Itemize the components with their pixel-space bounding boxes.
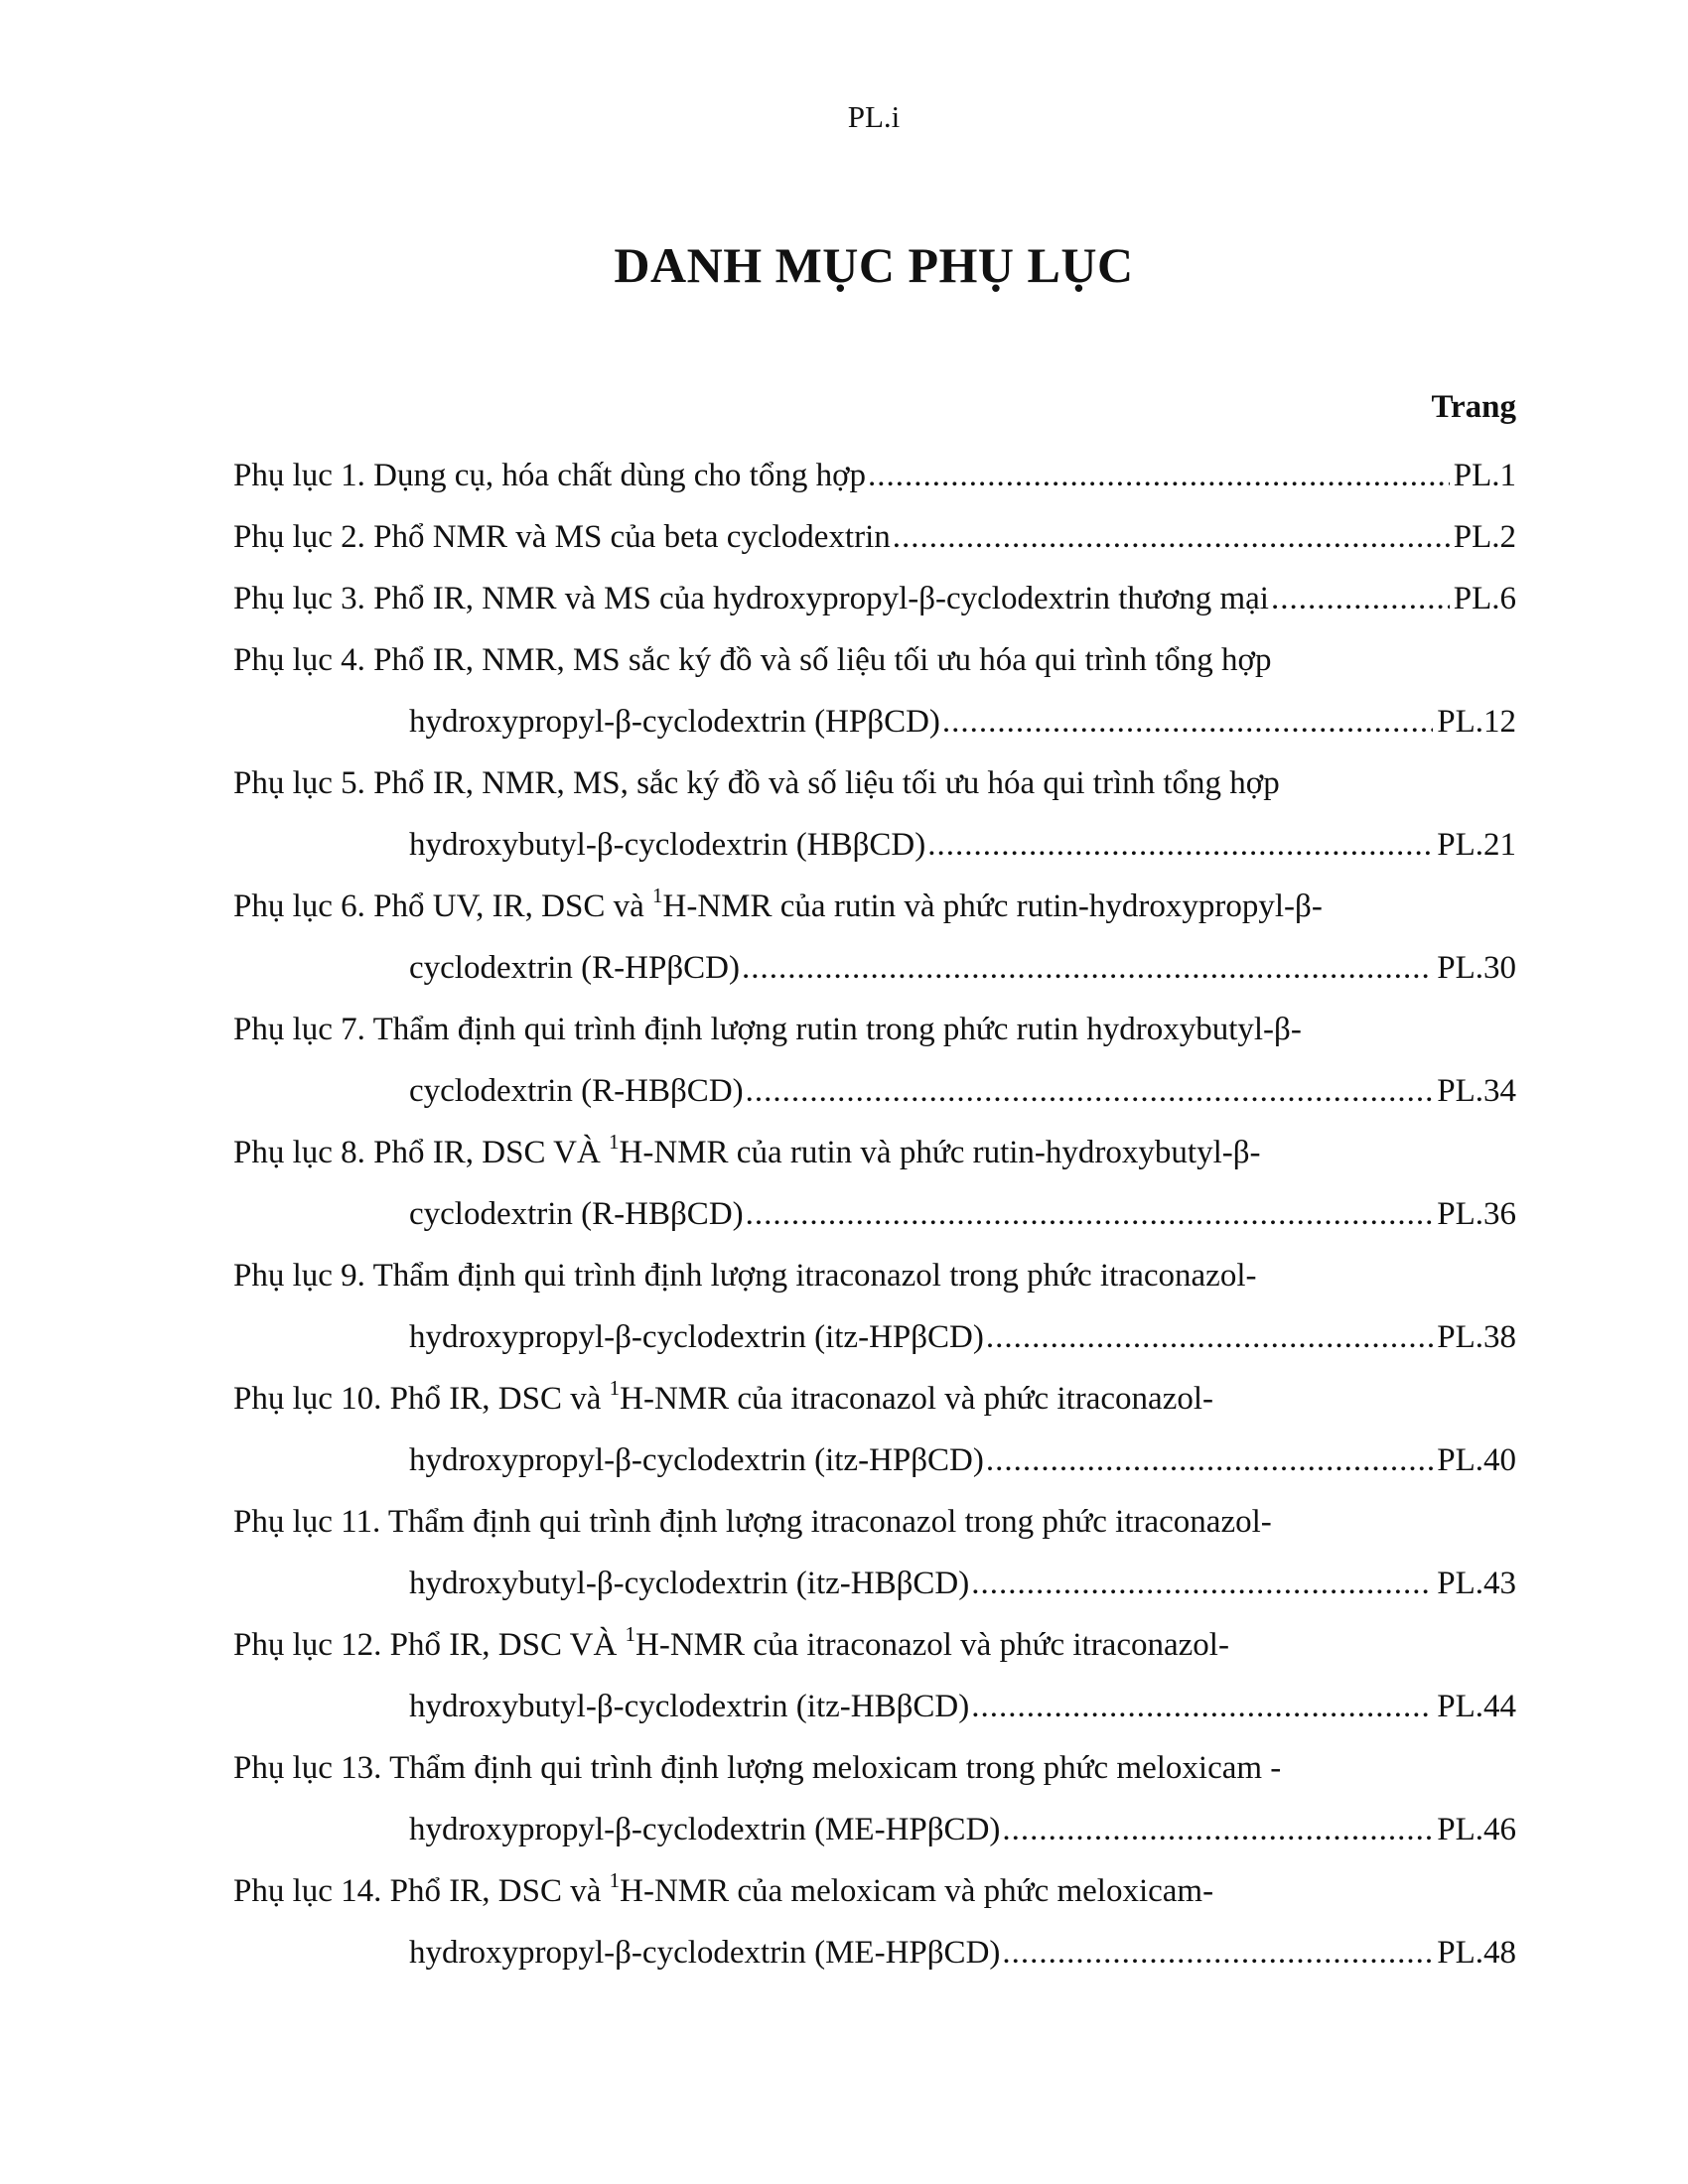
- page-title: DANH MỤC PHỤ LỤC: [614, 237, 1134, 293]
- toc-entry-8[interactable]: [233, 1122, 1516, 1245]
- dot-leader: [868, 445, 1450, 506]
- superscript: 1: [609, 1376, 621, 1400]
- toc-entry-title: [233, 1122, 1261, 1183]
- toc-entry-title: [233, 1614, 1229, 1676]
- toc-entry-page: PL.34: [1437, 1073, 1516, 1109]
- toc-entry-10[interactable]: [233, 1368, 1516, 1491]
- title-part-a: Phụ lục 10. Phổ IR, DSC và: [233, 1381, 610, 1417]
- title-part-a: Phụ lục 6. Phổ UV, IR, DSC và: [233, 888, 653, 924]
- toc-entry-13[interactable]: [233, 1737, 1516, 1860]
- dot-leader: [942, 691, 1433, 752]
- dot-leader: [746, 1183, 1434, 1245]
- toc-entry-2[interactable]: [233, 506, 1516, 568]
- toc-entry-title-cont: hydroxypropyl-β-cyclodextrin (itz-HPβCD): [409, 1319, 984, 1355]
- title-part-b: H-NMR của meloxicam và phức meloxicam-: [620, 1873, 1214, 1909]
- toc-entry-9[interactable]: [233, 1245, 1516, 1368]
- toc-entry-title-cont: hydroxypropyl-β-cyclodextrin (HPβCD): [409, 704, 940, 740]
- dot-leader: [1002, 1922, 1433, 1983]
- superscript: 1: [609, 1868, 621, 1892]
- title-part-a: Phụ lục 14. Phổ IR, DSC và: [233, 1873, 610, 1909]
- toc-entry-page: PL.43: [1437, 1566, 1516, 1601]
- toc-entry-title-cont: hydroxypropyl-β-cyclodextrin (itz-HPβCD): [409, 1442, 984, 1478]
- toc-entry-5[interactable]: [233, 752, 1516, 876]
- page-column-header: Trang: [1431, 389, 1516, 425]
- toc-entry-page: PL.21: [1437, 827, 1516, 863]
- dot-leader: [986, 1306, 1433, 1368]
- toc-entry-11[interactable]: [233, 1491, 1516, 1614]
- toc-entry-title-cont: cyclodextrin (R-HBβCD): [409, 1196, 744, 1232]
- toc-entry-page: PL.46: [1437, 1812, 1516, 1847]
- title-part-b: H-NMR của itraconazol và phức itraconazol-: [635, 1627, 1229, 1663]
- dot-leader: [986, 1430, 1433, 1491]
- superscript: 1: [609, 1130, 620, 1154]
- title-part-a: Phụ lục 8. Phổ IR, DSC VÀ: [233, 1135, 610, 1170]
- toc-entry-page: PL.44: [1437, 1689, 1516, 1724]
- toc-entry-title: Phụ lục 5. Phổ IR, NMR, MS, sắc ký đồ và số liệu tối ưu hóa qui trình tổng hợp: [233, 765, 1280, 801]
- toc-entry-page: PL.30: [1437, 950, 1516, 986]
- title-part-b: H-NMR của rutin và phức rutin-hydroxypropyl-β-: [662, 888, 1323, 924]
- dot-leader: [971, 1676, 1433, 1737]
- dot-leader: [1271, 568, 1450, 629]
- title-part-b: H-NMR của itraconazol và phức itraconazol-: [620, 1381, 1214, 1417]
- toc-entry-title-cont: hydroxypropyl-β-cyclodextrin (ME-HPβCD): [409, 1812, 1001, 1847]
- toc-entry-title: Phụ lục 1. Dụng cụ, hóa chất dùng cho tổng hợp: [233, 458, 867, 493]
- toc-entry-title-cont: hydroxybutyl-β-cyclodextrin (itz-HBβCD): [409, 1566, 970, 1601]
- toc-entry-title: Phụ lục 2. Phổ NMR và MS của beta cyclodextrin: [233, 519, 891, 555]
- toc-entry-title: [233, 1368, 1213, 1430]
- dot-leader: [746, 1060, 1434, 1122]
- toc-entry-title: Phụ lục 9. Thẩm định qui trình định lượng itraconazol trong phức itraconazol-: [233, 1258, 1257, 1294]
- toc-entry-page: PL.1: [1453, 458, 1516, 493]
- toc-entry-page: PL.38: [1437, 1319, 1516, 1355]
- toc-entry-title-cont: hydroxybutyl-β-cyclodextrin (HBβCD): [409, 827, 926, 863]
- toc-entry-page: PL.40: [1437, 1442, 1516, 1478]
- toc-entry-14[interactable]: [233, 1860, 1516, 1983]
- toc-entry-page: PL.6: [1453, 581, 1516, 616]
- dot-leader: [927, 814, 1433, 876]
- toc-entry-title: [233, 876, 1323, 937]
- toc-entry-page: PL.36: [1437, 1196, 1516, 1232]
- superscript: 1: [652, 884, 663, 907]
- toc-entry-page: PL.12: [1437, 704, 1516, 740]
- title-part-b: H-NMR của rutin và phức rutin-hydroxybutyl-β-: [619, 1135, 1261, 1170]
- toc-entry-4[interactable]: [233, 629, 1516, 752]
- appendix-list: [233, 445, 1516, 1983]
- superscript: 1: [625, 1622, 636, 1646]
- title-part-a: Phụ lục 12. Phổ IR, DSC VÀ: [233, 1627, 626, 1663]
- toc-entry-page: PL.2: [1453, 519, 1516, 555]
- toc-entry-page: PL.48: [1437, 1935, 1516, 1971]
- toc-entry-1[interactable]: [233, 445, 1516, 506]
- toc-entry-6[interactable]: [233, 876, 1516, 999]
- toc-entry-title-cont: hydroxybutyl-β-cyclodextrin (itz-HBβCD): [409, 1689, 970, 1724]
- toc-entry-title: Phụ lục 13. Thẩm định qui trình định lượng meloxicam trong phức meloxicam -: [233, 1750, 1282, 1786]
- toc-entry-title: [233, 1860, 1213, 1922]
- toc-entry-3[interactable]: [233, 568, 1516, 629]
- toc-entry-12[interactable]: [233, 1614, 1516, 1737]
- toc-entry-7[interactable]: [233, 999, 1516, 1122]
- dot-leader: [971, 1553, 1433, 1614]
- toc-entry-title: Phụ lục 4. Phổ IR, NMR, MS sắc ký đồ và số liệu tối ưu hóa qui trình tổng hợp: [233, 642, 1272, 678]
- toc-entry-title: Phụ lục 11. Thẩm định qui trình định lượng itraconazol trong phức itraconazol-: [233, 1504, 1272, 1540]
- dot-leader: [893, 506, 1450, 568]
- page-number: PL.i: [847, 99, 901, 134]
- toc-entry-title: Phụ lục 7. Thẩm định qui trình định lượng rutin trong phức rutin hydroxybutyl-β-: [233, 1012, 1302, 1047]
- toc-entry-title-cont: cyclodextrin (R-HPβCD): [409, 950, 740, 986]
- toc-entry-title-cont: cyclodextrin (R-HBβCD): [409, 1073, 744, 1109]
- toc-entry-title: Phụ lục 3. Phổ IR, NMR và MS của hydroxypropyl-β-cyclodextrin thương mại: [233, 581, 1269, 616]
- dot-leader: [1002, 1799, 1433, 1860]
- toc-entry-title-cont: hydroxypropyl-β-cyclodextrin (ME-HPβCD): [409, 1935, 1001, 1971]
- dot-leader: [742, 937, 1433, 999]
